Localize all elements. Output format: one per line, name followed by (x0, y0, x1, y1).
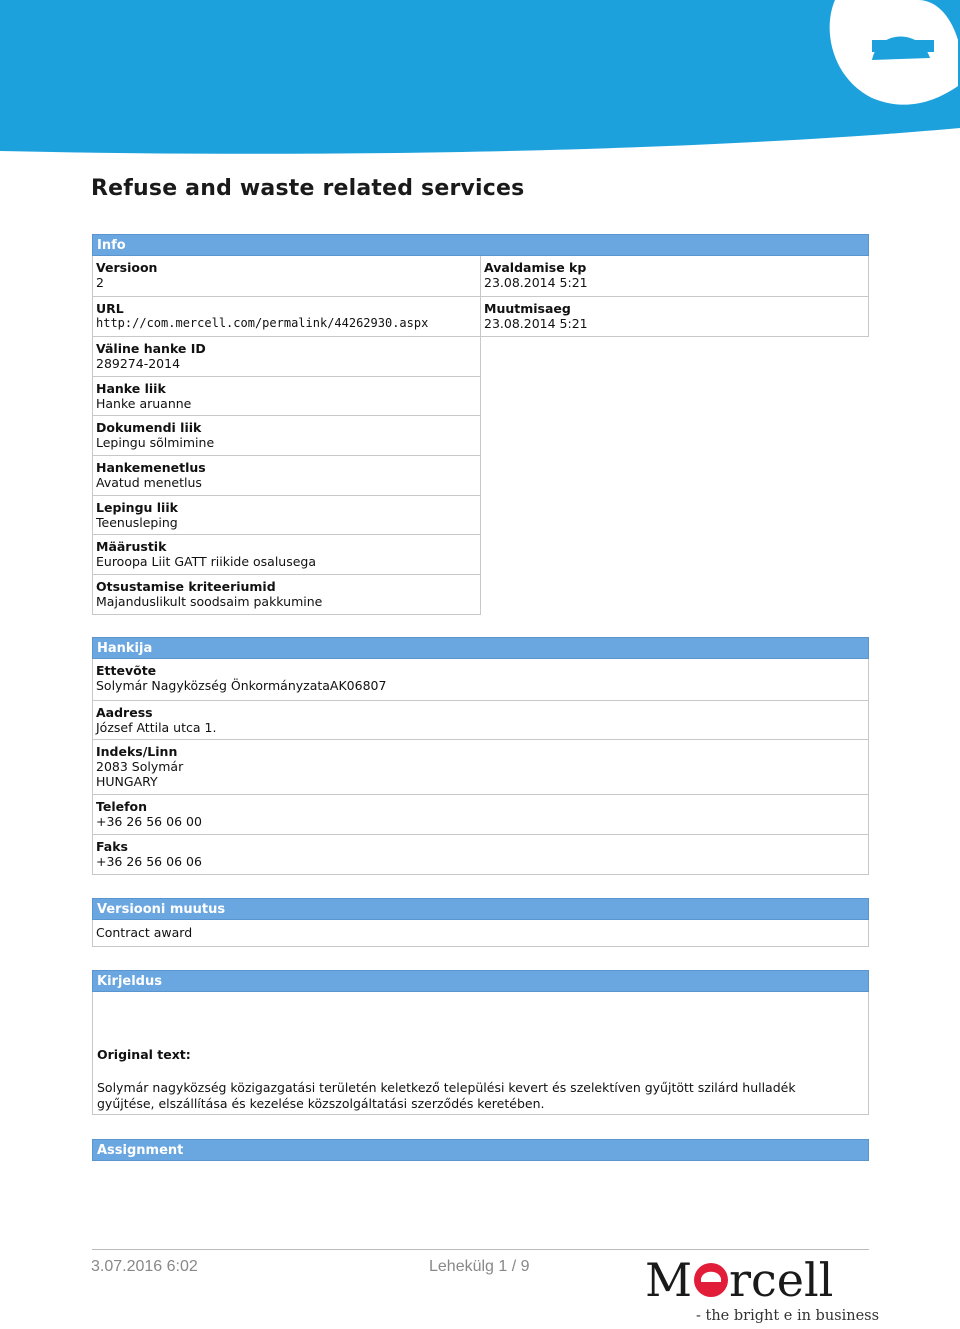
buyer-row-company: Ettevõte Solymár Nagyközség ÖnkormányzataAK06807 (92, 659, 869, 701)
info-row-procurement-type: Hanke liik Hanke aruanne (92, 377, 481, 416)
footer-page-number: Lehekülg 1 / 9 (429, 1258, 530, 1275)
buyer-section-header: Hankija (92, 637, 869, 659)
info-row-external-id: Väline hanke ID 289274-2014 (92, 337, 481, 377)
svg-text:M: M (645, 1253, 693, 1306)
version-change-value: Contract award (92, 920, 869, 947)
info-row-procedure: Hankemenetlus Avatud menetlus (92, 456, 481, 496)
mercell-logo (645, 1252, 845, 1306)
buyer-row-address: Aadress József Attila utca 1. (92, 701, 869, 740)
header-banner (0, 0, 960, 160)
description-section-header: Kirjeldus (92, 970, 869, 992)
footer-divider (92, 1249, 869, 1250)
footer-date: 3.07.2016 6:02 (91, 1258, 198, 1275)
header-band (0, 0, 960, 160)
buyer-row-phone: Telefon +36 26 56 06 00 (92, 795, 869, 835)
brand-tagline: - the bright e in business (696, 1308, 880, 1324)
info-row-contract-type: Lepingu liik Teenusleping (92, 496, 481, 535)
buyer-row-postcode-city: Indeks/Linn 2083 Solymár HUNGARY (92, 740, 869, 795)
buyer-row-fax: Faks +36 26 56 06 06 (92, 835, 869, 875)
info-row-document-type: Dokumendi liik Lepingu sõlmimine (92, 416, 481, 456)
info-row-regulation: Määrustik Euroopa Liit GATT riikide osalusega (92, 535, 481, 575)
svg-text:rcell: rcell (729, 1253, 834, 1306)
page-title: Refuse and waste related services (91, 176, 525, 201)
info-row-modified: Muutmisaeg 23.08.2014 5:21 (480, 297, 869, 337)
mercell-e-logo-icon (694, 1263, 728, 1297)
info-row-published: Avaldamise kp 23.08.2014 5:21 (480, 256, 869, 297)
assignment-section-header: Assignment (92, 1139, 869, 1161)
original-text-label: Original text: (97, 1047, 191, 1062)
version-change-section-header: Versiooni muutus (92, 898, 869, 920)
info-row-award-criteria: Otsustamise kriteeriumid Majanduslikult soodsaim pakkumine (92, 575, 481, 615)
permalink-link[interactable]: http://com.mercell.com/permalink/44262930.aspx (96, 316, 429, 330)
original-text: Solymár nagyközség közigazgatási területén keletkező települési kevert és szelektíven gyűjtött szilárd hulladék gyűjtése, elszállítása és kezelése közszolgáltatási szerződés keretében. (97, 1080, 796, 1111)
info-row-version: Versioon 2 (92, 256, 481, 297)
info-section-header: Info (92, 234, 869, 256)
info-row-url: URL http://com.mercell.com/permalink/44262930.aspx (92, 297, 481, 337)
